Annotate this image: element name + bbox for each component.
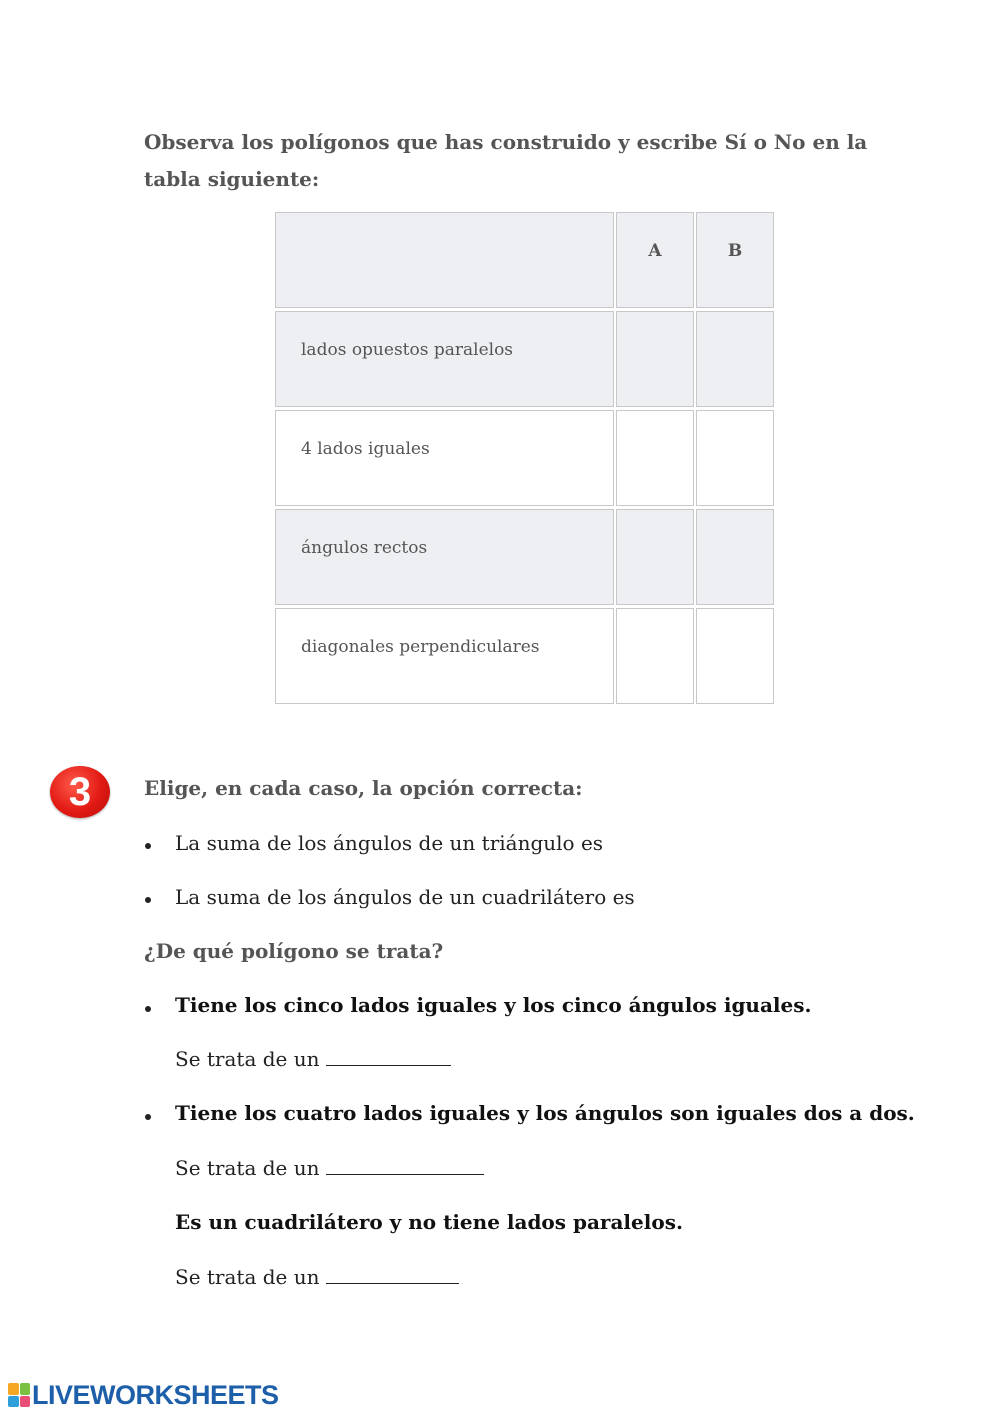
answer-cell-b[interactable] — [696, 509, 774, 605]
answer-cell-b[interactable] — [696, 410, 774, 506]
answer-blank[interactable] — [326, 1047, 451, 1066]
answer-cell-b[interactable] — [696, 608, 774, 704]
table-row-label: lados opuestos paralelos — [275, 311, 614, 407]
instruction-text: Observa los polígonos que has construido y escribe Sí o No en la tabla siguiente: — [144, 130, 868, 191]
table-header-empty — [275, 212, 614, 308]
bullet-icon — [145, 1006, 151, 1012]
answer-line — [175, 1156, 484, 1180]
answer-cell-a[interactable] — [616, 509, 694, 605]
logo-icon — [8, 1383, 30, 1407]
answer-prefix: Se trata de un — [175, 1156, 320, 1180]
answer-line — [175, 1047, 451, 1071]
answer-prefix: Se trata de un — [175, 1265, 320, 1289]
table-row-label: 4 lados iguales — [275, 410, 614, 506]
section-heading: Elige, en cada caso, la opción correcta: — [144, 776, 583, 800]
answer-prefix: Se trata de un — [175, 1047, 320, 1071]
table-header-b: B — [696, 212, 774, 308]
subheading: ¿De qué polígono se trata? — [144, 939, 444, 963]
answer-blank[interactable] — [326, 1156, 484, 1175]
bullet-icon — [145, 843, 151, 849]
liveworksheets-logo — [8, 1380, 279, 1410]
answer-cell-a[interactable] — [616, 608, 694, 704]
statement-text: La suma de los ángulos de un triángulo es — [175, 831, 604, 855]
statement-text: La suma de los ángulos de un cuadrilátero es — [175, 885, 635, 909]
answer-cell-a[interactable] — [616, 410, 694, 506]
bullet-icon — [145, 897, 151, 903]
answer-blank[interactable] — [326, 1265, 459, 1284]
section-number: 3 — [68, 770, 92, 814]
section-number-badge — [50, 766, 110, 818]
table-row-label: diagonales perpendiculares — [275, 608, 614, 704]
question-text: Tiene los cuatro lados iguales y los ángulos son iguales dos a dos. — [175, 1101, 915, 1125]
logo-text: LIVEWORKSHEETS — [32, 1379, 279, 1410]
table-header-a: A — [616, 212, 694, 308]
answer-line — [175, 1265, 459, 1289]
question-text: Es un cuadrilátero y no tiene lados paralelos. — [175, 1210, 683, 1234]
question-text: Tiene los cinco lados iguales y los cinco ángulos iguales. — [175, 993, 812, 1017]
bullet-icon — [145, 1114, 151, 1120]
table-row-label: ángulos rectos — [275, 509, 614, 605]
answer-cell-b[interactable] — [696, 311, 774, 407]
answer-cell-a[interactable] — [616, 311, 694, 407]
